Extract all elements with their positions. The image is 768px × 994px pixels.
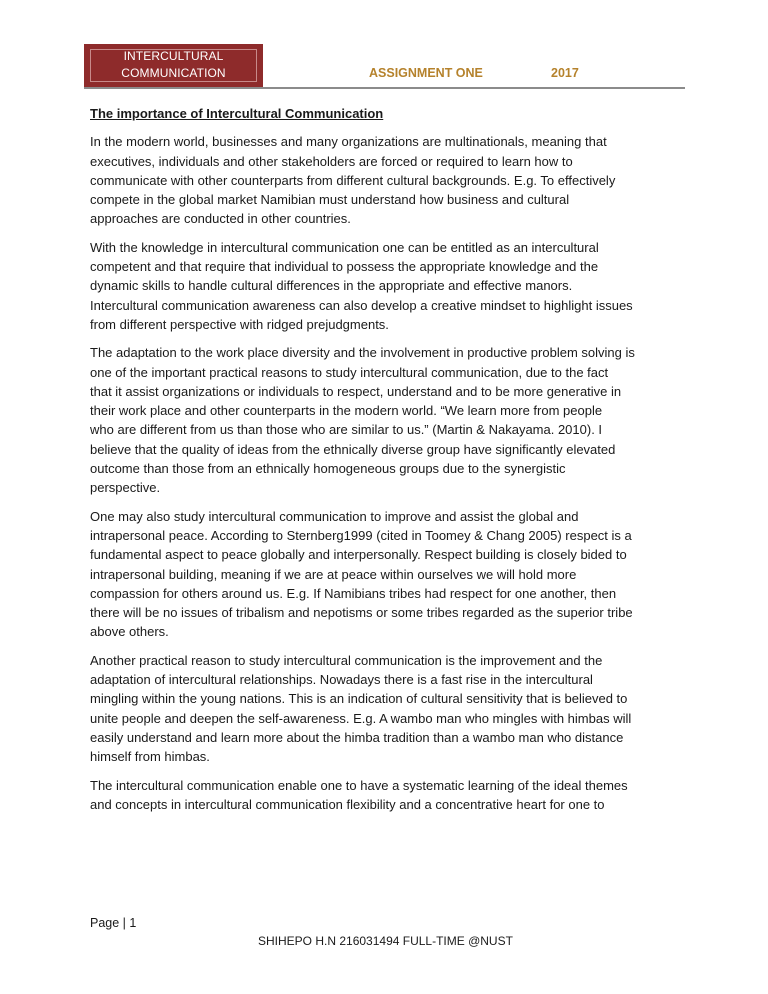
paragraph-line: that it assist organizations or individuals to respect, understand and to be more generative in <box>90 383 622 399</box>
paragraph-line: Intercultural communication awareness can also develop a creative mindset to highlight issues <box>90 297 633 313</box>
paragraph-line: compassion for others around us. E.g. If Namibians tribes had respect for one another, then <box>90 585 617 601</box>
paragraph-1 <box>90 132 690 228</box>
paragraph-line: himself from himbas. <box>90 749 210 765</box>
document-title: The importance of Intercultural Communication <box>90 106 384 121</box>
paragraph-line: In the modern world, businesses and many organizations are multinationals, meaning that <box>90 134 607 150</box>
paragraph-line: intrapersonal building, meaning if we are at peace within ourselves we will hold more <box>90 566 577 582</box>
course-title-line-2: COMMUNICATION <box>121 66 226 80</box>
footer-author-line: SHIHEPO H.N 216031494 FULL-TIME @NUST <box>258 934 513 948</box>
paragraph-line: mingling within the young nations. This is an indication of cultural sensitivity that is believed to <box>90 691 628 707</box>
course-title-box <box>84 44 263 87</box>
paragraph-line: approaches are conducted in other countries. <box>90 211 351 227</box>
paragraph-line: One may also study intercultural communication to improve and assist the global and <box>90 508 579 524</box>
paragraph-line: communicate with other counterparts from different cultural backgrounds. E.g. To effectively <box>90 172 616 188</box>
course-title-line-1: INTERCULTURAL <box>123 49 224 63</box>
assignment-label: ASSIGNMENT ONE <box>369 66 483 80</box>
paragraph-line: and concepts in intercultural communication flexibility and a concentrative heart for one to <box>90 796 605 812</box>
paragraph-line: from different perspective with ridged prejudgments. <box>90 316 389 332</box>
paragraph-line: believe that the quality of ideas from the ethnically diverse group have significantly elevated <box>90 441 616 457</box>
paragraph-4 <box>90 507 690 642</box>
paragraph-line: above others. <box>90 624 169 640</box>
paragraph-line: With the knowledge in intercultural communication one can be entitled as an intercultural <box>90 239 599 255</box>
paragraph-line: their work place and other counterparts in the modern world. “We learn more from people <box>90 403 603 419</box>
paragraph-line: The intercultural communication enable one to have a systematic learning of the ideal themes <box>90 777 628 793</box>
paragraph-line: dynamic skills to handle cultural differences in the appropriate and effective manors. <box>90 278 573 294</box>
paragraph-line: outcome than those from an ethnically homogeneous groups due to the synergistic <box>90 461 566 477</box>
document-body <box>90 104 690 823</box>
header-divider <box>84 87 685 89</box>
paragraph-line: fundamental aspect to peace globally and interpersonally. Respect building is closely bided to <box>90 547 627 563</box>
paragraph-line: easily understand and learn more about the himba tradition than a wambo man who distance <box>90 729 624 745</box>
paragraph-line: competent and that require that individual to possess the appropriate knowledge and the <box>90 259 599 275</box>
paragraph-line: compete in the global market Namibian must understand how business and cultural <box>90 192 570 208</box>
paragraph-line: unite people and deepen the self-awareness. E.g. A wambo man who mingles with himbas will <box>90 710 632 726</box>
page-number: Page | 1 <box>90 916 137 930</box>
paragraph-5 <box>90 651 690 767</box>
paragraph-6 <box>90 776 690 815</box>
paragraph-line: one of the important practical reasons to study intercultural communication, due to the fact <box>90 364 609 380</box>
paragraph-line: who are different from us than those who are similar to us.” (Martin & Nakayama. 2010). I <box>90 422 603 438</box>
assignment-year: 2017 <box>551 66 579 80</box>
paragraph-2 <box>90 238 690 334</box>
paragraph-line: there will be no issues of tribalism and nepotisms or some tribes regarded as the superior tribe <box>90 605 633 621</box>
paragraph-line: Another practical reason to study intercultural communication is the improvement and the <box>90 652 603 668</box>
paragraph-line: adaptation of intercultural relationships. Nowadays there is a fast rise in the intercultural <box>90 672 593 688</box>
paragraph-line: executives, individuals and other stakeholders are forced or required to learn how to <box>90 153 573 169</box>
paragraph-line: perspective. <box>90 480 161 496</box>
paragraphs <box>90 132 690 814</box>
paragraph-line: intrapersonal peace. According to Sternberg1999 (cited in Toomey & Chang 2005) respect is a <box>90 527 632 543</box>
paragraph-3 <box>90 343 690 497</box>
paragraph-line: The adaptation to the work place diversity and the involvement in productive problem solving is <box>90 345 635 361</box>
